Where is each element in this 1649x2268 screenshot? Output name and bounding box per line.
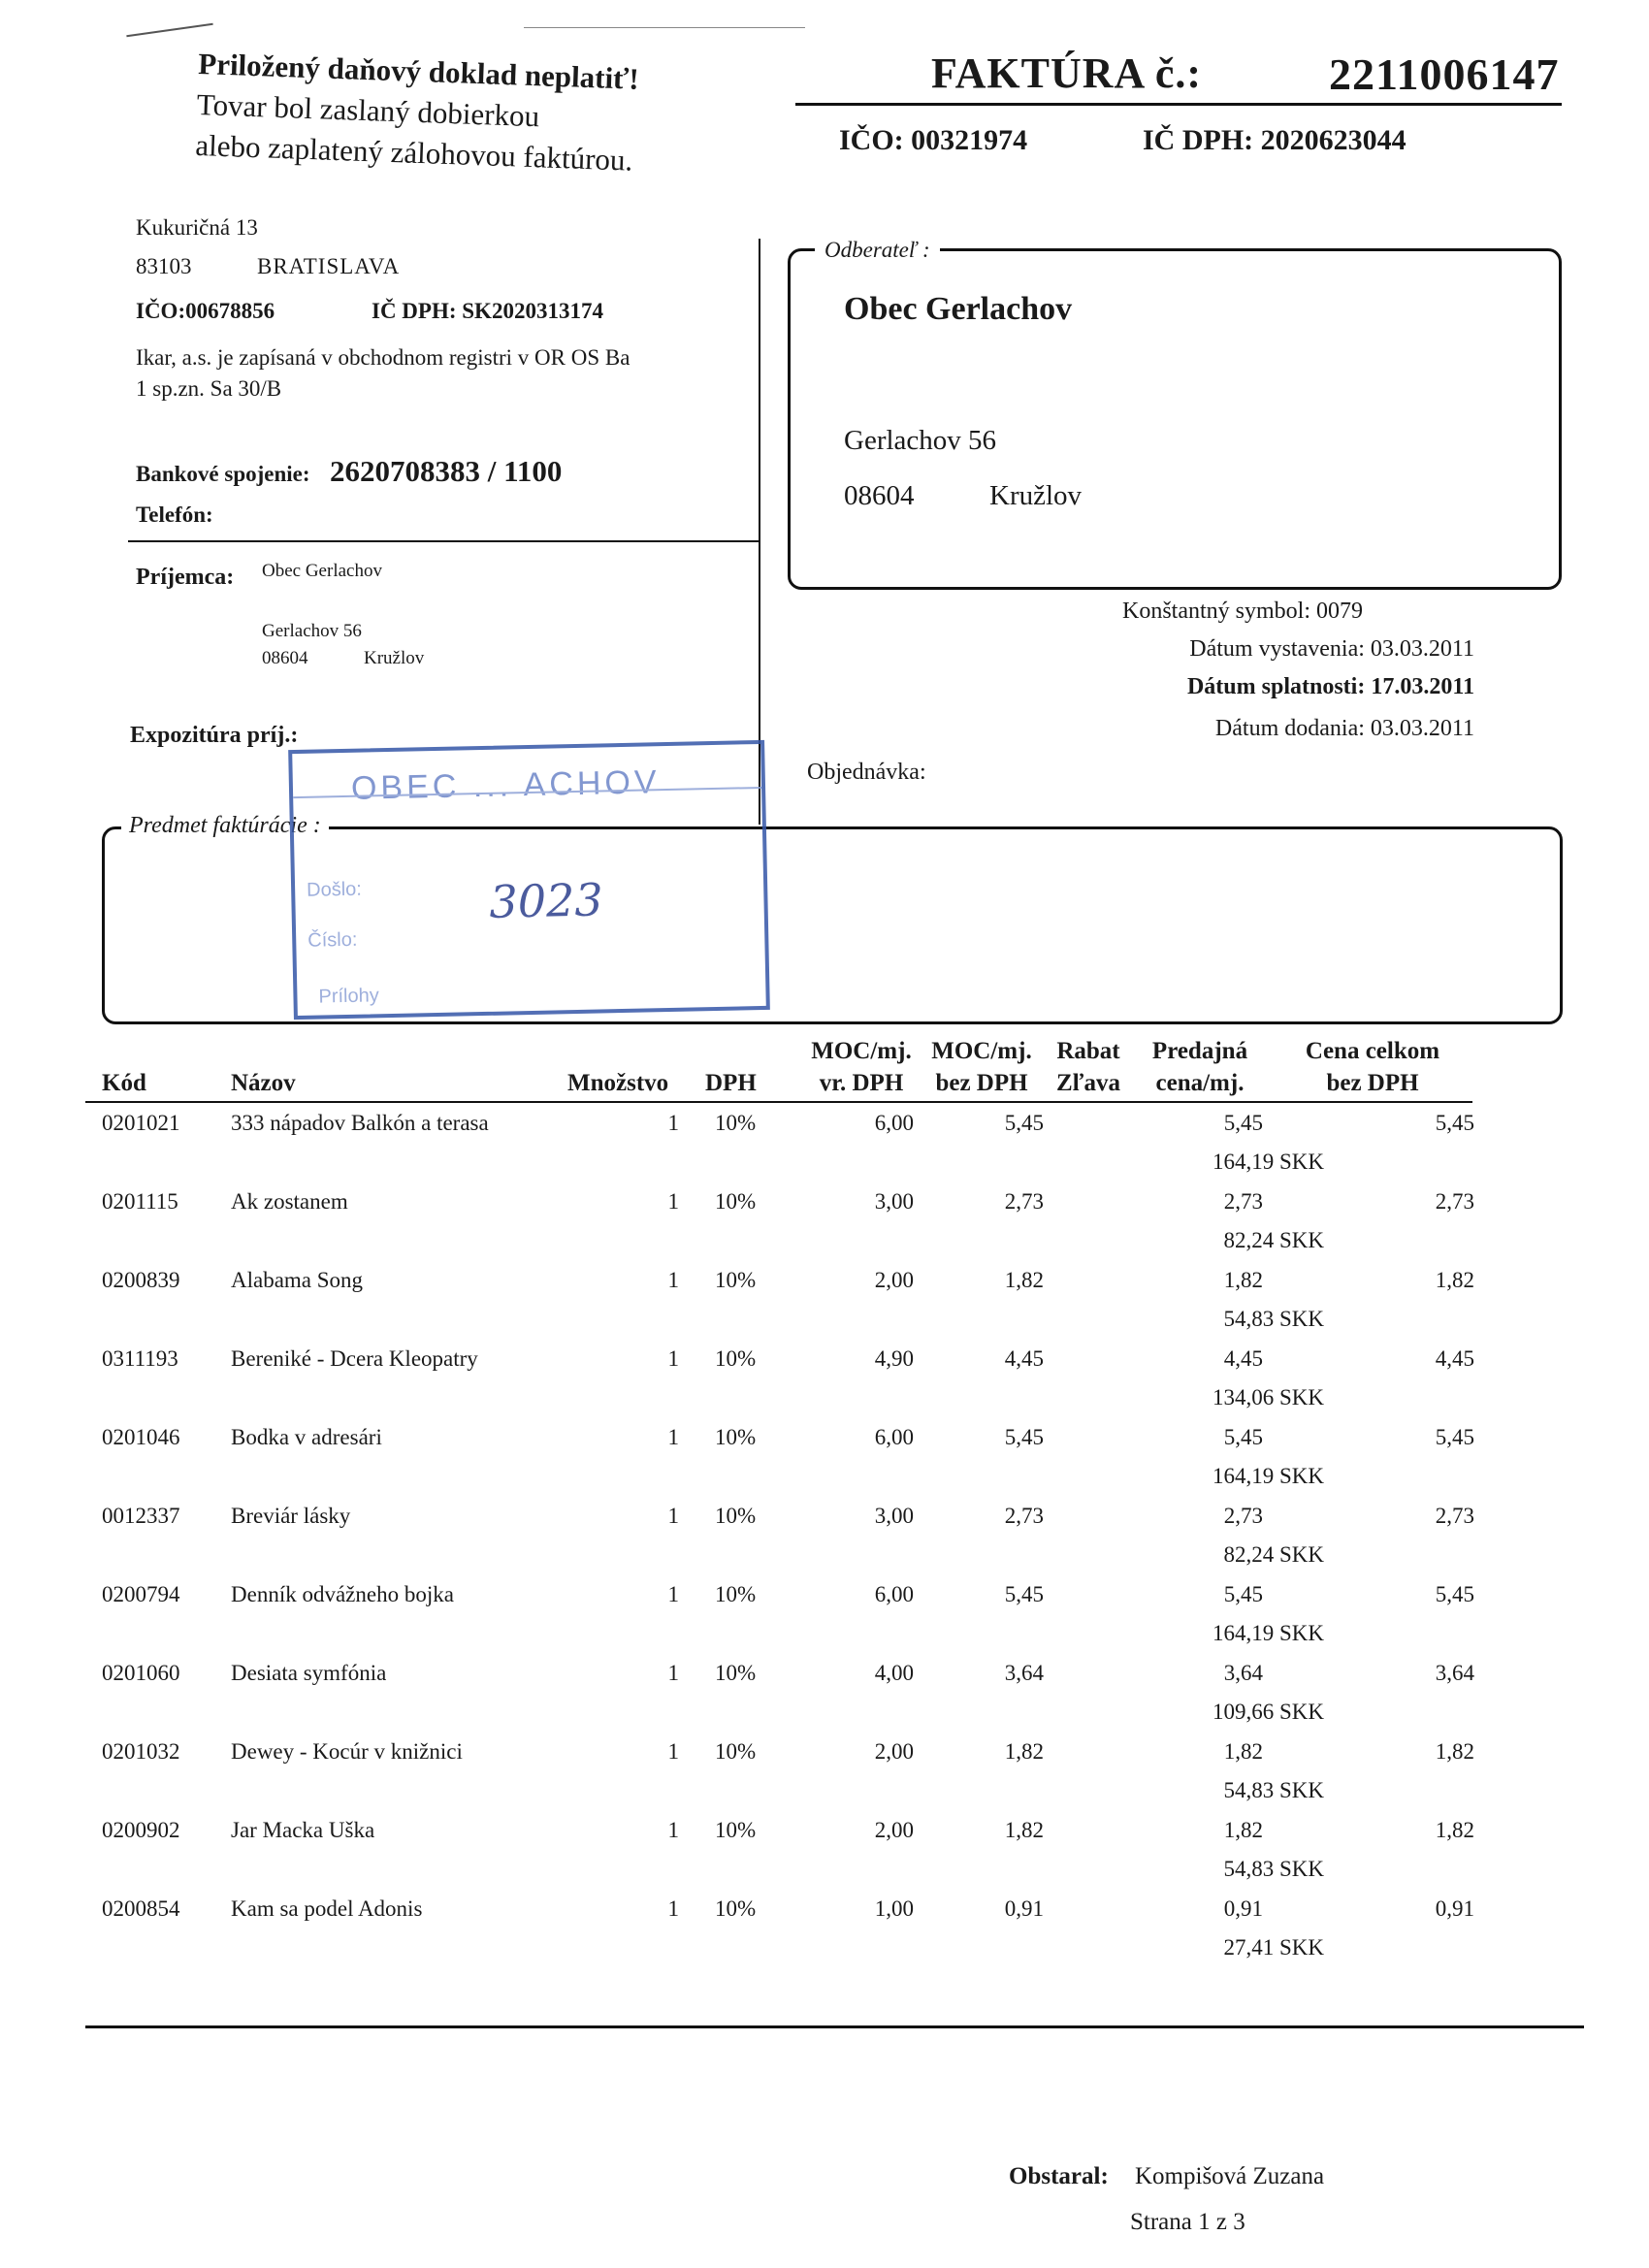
invoice-number: 2211006147 (1329, 49, 1560, 99)
item-moc-novat: 1,82 (1004, 1268, 1044, 1292)
item-code: 0201032 (102, 1739, 180, 1764)
item-moc-vat: 6,00 (874, 1582, 914, 1606)
item-name: Alabama Song (231, 1268, 364, 1292)
item-vat: 10% (715, 1346, 757, 1371)
item-vat: 10% (715, 1661, 757, 1685)
header-code: Kód (102, 1070, 146, 1096)
item-vat: 10% (715, 1504, 757, 1528)
item-moc-novat: 5,45 (1004, 1582, 1044, 1606)
customer-city: Kružlov (989, 480, 1083, 511)
header-unit-price-1: Predajná (1151, 1038, 1248, 1064)
header-rule (795, 103, 1562, 106)
table-row (0, 1818, 1649, 1896)
item-moc-vat: 2,00 (874, 1739, 914, 1764)
item-total: 5,45 (1435, 1111, 1474, 1135)
item-qty: 1 (667, 1896, 679, 1921)
item-moc-novat: 4,45 (1004, 1346, 1044, 1371)
item-total: 2,73 (1435, 1504, 1474, 1528)
item-code: 0012337 (102, 1504, 180, 1528)
due-date: Dátum splatnosti: 17.03.2011 (1186, 674, 1474, 699)
table-bottom-rule (85, 2025, 1584, 2028)
item-name: Denník odvážneho bojka (231, 1582, 454, 1606)
header-unit-price-2: cena/mj. (1155, 1070, 1245, 1096)
bank-label: Bankové spojenie: (136, 462, 310, 486)
item-total: 1,82 (1435, 1818, 1474, 1842)
item-moc-novat: 0,91 (1004, 1896, 1044, 1921)
seller-city: BRATISLAVA (257, 254, 401, 278)
item-moc-vat: 6,00 (874, 1425, 914, 1449)
item-qty: 1 (667, 1818, 679, 1842)
subject-label: Predmet faktúrácie : (121, 813, 329, 839)
item-skk: 82,24 SKK (1223, 1542, 1324, 1567)
item-moc-novat: 2,73 (1004, 1189, 1044, 1214)
item-qty: 1 (667, 1268, 679, 1292)
table-row (0, 1896, 1649, 1975)
delivery-date: Dátum dodania: 03.03.2011 (1214, 716, 1474, 741)
header-moc-novat-2: bez DPH (935, 1070, 1028, 1096)
header-total-2: bez DPH (1326, 1070, 1419, 1096)
item-moc-vat: 3,00 (874, 1189, 914, 1214)
item-vat: 10% (715, 1189, 757, 1214)
item-unit-price: 3,64 (1223, 1661, 1263, 1685)
item-code: 0200794 (102, 1582, 180, 1606)
recipient-postal: 08604 (262, 648, 308, 668)
stamp-received-label: Došlo: (306, 878, 363, 901)
supplier-vat-id: IČ DPH: 2020623044 (1143, 124, 1406, 156)
table-row (0, 1268, 1649, 1346)
header-moc-novat-1: MOC/mj. (931, 1038, 1032, 1064)
item-vat: 10% (715, 1111, 757, 1135)
customer-label: Odberateľ : (815, 238, 940, 263)
customer-name: Obec Gerlachov (844, 291, 1073, 327)
constant-symbol: Konštantný symbol: 0079 (1121, 599, 1363, 624)
invoice-title: FAKTÚRA č.: (931, 49, 1203, 97)
table-row (0, 1504, 1649, 1582)
item-moc-novat: 2,73 (1004, 1504, 1044, 1528)
item-qty: 1 (667, 1739, 679, 1764)
table-row (0, 1582, 1649, 1661)
item-code: 0201021 (102, 1111, 180, 1135)
seller-registry-2: 1 sp.zn. Sa 30/B (136, 376, 282, 401)
header-name: Názov (231, 1070, 296, 1096)
item-name: Desiata symfónia (231, 1661, 387, 1685)
item-skk: 134,06 SKK (1212, 1385, 1324, 1409)
item-name: Dewey - Kocúr v knižnici (231, 1739, 463, 1764)
item-moc-vat: 2,00 (874, 1818, 914, 1842)
item-total: 1,82 (1435, 1268, 1474, 1292)
table-row (0, 1346, 1649, 1425)
seller-divider (128, 540, 760, 542)
item-vat: 10% (715, 1818, 757, 1842)
seller-vat-id: IČ DPH: SK2020313174 (372, 299, 603, 323)
item-moc-novat: 1,82 (1004, 1818, 1044, 1842)
item-qty: 1 (667, 1661, 679, 1685)
item-moc-vat: 2,00 (874, 1268, 914, 1292)
table-row (0, 1111, 1649, 1189)
customer-street: Gerlachov 56 (844, 425, 997, 456)
item-total: 2,73 (1435, 1189, 1474, 1214)
procured-name: Kompišová Zuzana (1135, 2163, 1325, 2189)
item-moc-vat: 4,90 (874, 1346, 914, 1371)
table-row (0, 1425, 1649, 1504)
item-vat: 10% (715, 1582, 757, 1606)
item-skk: 54,83 SKK (1223, 1307, 1324, 1331)
recipient-name: Obec Gerlachov (262, 561, 382, 581)
bank-account: 2620708383 / 1100 (330, 454, 563, 488)
header-moc-vat-2: vr. DPH (819, 1070, 904, 1096)
column-divider (759, 239, 760, 825)
item-name: 333 nápadov Balkón a terasa (231, 1111, 489, 1135)
item-qty: 1 (667, 1111, 679, 1135)
item-unit-price: 1,82 (1223, 1268, 1263, 1292)
item-qty: 1 (667, 1346, 679, 1371)
notice-line-2: Tovar bol zaslaný dobierkou (196, 86, 540, 134)
recipient-street: Gerlachov 56 (262, 621, 362, 641)
header-total-1: Cena celkom (1305, 1038, 1440, 1064)
item-vat: 10% (715, 1425, 757, 1449)
order-label: Objednávka: (807, 760, 926, 785)
item-moc-vat: 3,00 (874, 1504, 914, 1528)
table-row (0, 1189, 1649, 1268)
item-total: 0,91 (1435, 1896, 1474, 1921)
scan-mark (126, 23, 212, 38)
item-name: Bodka v adresári (231, 1425, 382, 1449)
table-row (0, 1739, 1649, 1818)
header-discount-2: Zľava (1056, 1070, 1120, 1096)
page-number: Strana 1 z 3 (1130, 2209, 1245, 2235)
item-name: Breviár lásky (231, 1504, 351, 1528)
item-unit-price: 5,45 (1223, 1111, 1263, 1135)
item-qty: 1 (667, 1189, 679, 1214)
header-moc-vat-1: MOC/mj. (811, 1038, 912, 1064)
issue-date: Dátum vystavenia: 03.03.2011 (1189, 636, 1474, 662)
item-code: 0201060 (102, 1661, 180, 1685)
item-code: 0311193 (102, 1346, 178, 1371)
table-header-rule (85, 1101, 1472, 1103)
item-name: Bereniké - Dcera Kleopatry (231, 1346, 478, 1371)
item-unit-price: 4,45 (1223, 1346, 1263, 1371)
item-skk: 164,19 SKK (1212, 1621, 1324, 1645)
header-discount-1: Rabat (1056, 1038, 1120, 1064)
item-code: 0200839 (102, 1268, 180, 1292)
item-moc-vat: 6,00 (874, 1111, 914, 1135)
item-total: 4,45 (1435, 1346, 1474, 1371)
procured-label: Obstaral: (1009, 2163, 1109, 2189)
item-unit-price: 5,45 (1223, 1425, 1263, 1449)
item-moc-novat: 3,64 (1004, 1661, 1044, 1685)
seller-street: Kukuričná 13 (136, 215, 258, 240)
item-skk: 109,66 SKK (1212, 1700, 1324, 1724)
item-unit-price: 2,73 (1223, 1189, 1263, 1214)
item-moc-novat: 5,45 (1004, 1111, 1044, 1135)
item-qty: 1 (667, 1504, 679, 1528)
item-skk: 82,24 SKK (1223, 1228, 1324, 1252)
item-unit-price: 0,91 (1223, 1896, 1263, 1921)
scan-mark-2 (524, 27, 805, 28)
item-code: 0200902 (102, 1818, 180, 1842)
item-total: 3,64 (1435, 1661, 1474, 1685)
item-skk: 164,19 SKK (1212, 1150, 1324, 1174)
phone-label: Telefón: (136, 502, 213, 527)
seller-ico: IČO:00678856 (136, 299, 275, 323)
item-name: Jar Macka Uška (231, 1818, 375, 1842)
notice-block (195, 47, 639, 178)
item-unit-price: 2,73 (1223, 1504, 1263, 1528)
received-stamp (288, 740, 770, 1020)
item-moc-vat: 1,00 (874, 1896, 914, 1921)
item-skk: 27,41 SKK (1223, 1935, 1324, 1960)
stamp-number-label: Číslo: (307, 928, 358, 952)
item-vat: 10% (715, 1739, 757, 1764)
item-vat: 10% (715, 1268, 757, 1292)
stamp-title: OBEC ... ACHOV (350, 763, 661, 807)
item-skk: 164,19 SKK (1212, 1464, 1324, 1488)
header-qty: Množstvo (567, 1070, 669, 1096)
item-moc-novat: 1,82 (1004, 1739, 1044, 1764)
item-total: 5,45 (1435, 1582, 1474, 1606)
item-code: 0200854 (102, 1896, 180, 1921)
item-name: Kam sa podel Adonis (231, 1896, 423, 1921)
item-qty: 1 (667, 1425, 679, 1449)
item-unit-price: 1,82 (1223, 1739, 1263, 1764)
header-vat: DPH (705, 1070, 757, 1096)
item-code: 0201046 (102, 1425, 180, 1449)
item-unit-price: 1,82 (1223, 1818, 1263, 1842)
notice-line-1: Priložený daňový doklad neplatiť! (197, 47, 640, 96)
item-name: Ak zostanem (231, 1189, 348, 1214)
customer-postal: 08604 (844, 480, 915, 511)
seller-registry-1: Ikar, a.s. je zapísaná v obchodnom registri v OR OS Ba (136, 345, 630, 370)
table-row (0, 1661, 1649, 1739)
seller-postal: 83103 (136, 254, 192, 278)
item-moc-vat: 4,00 (874, 1661, 914, 1685)
item-unit-price: 5,45 (1223, 1582, 1263, 1606)
stamp-handwritten-number: 3023 (488, 873, 604, 928)
recipient-city: Kružlov (364, 648, 425, 668)
recipient-label: Príjemca: (136, 565, 235, 590)
item-skk: 54,83 SKK (1223, 1778, 1324, 1802)
branch-label: Expozitúra príj.: (130, 723, 299, 748)
notice-line-3: alebo zaplatený zálohovou faktúrou. (194, 127, 633, 178)
item-code: 0201115 (102, 1189, 178, 1214)
item-total: 5,45 (1435, 1425, 1474, 1449)
stamp-attachments-label: Prílohy (318, 985, 379, 1008)
supplier-ico: IČO: 00321974 (839, 124, 1028, 156)
item-moc-novat: 5,45 (1004, 1425, 1044, 1449)
item-qty: 1 (667, 1582, 679, 1606)
item-total: 1,82 (1435, 1739, 1474, 1764)
item-skk: 54,83 SKK (1223, 1857, 1324, 1881)
item-vat: 10% (715, 1896, 757, 1921)
